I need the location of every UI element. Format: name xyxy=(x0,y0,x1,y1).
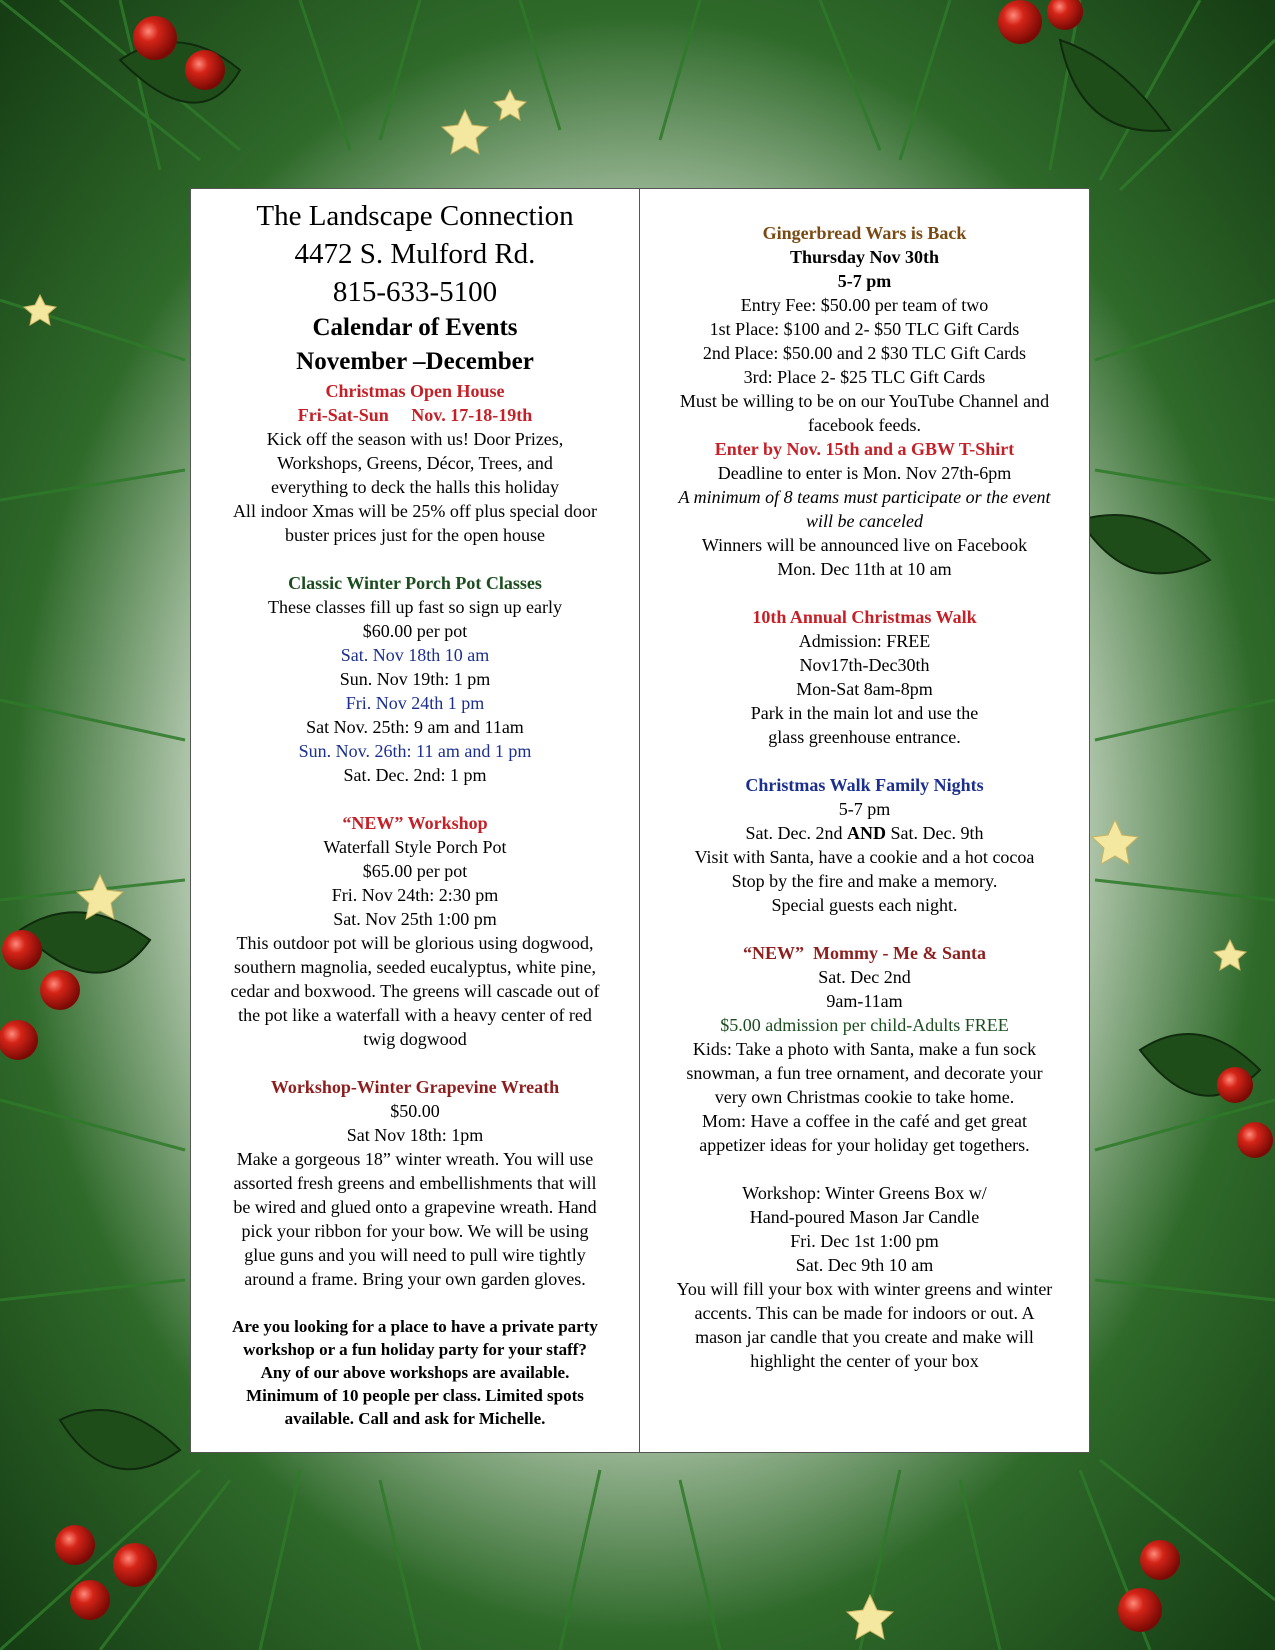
gingerbread-date: Thursday Nov 30th xyxy=(789,247,940,267)
family-nights-dates xyxy=(644,821,1085,845)
greens-box-line: mason jar candle that you create and make will xyxy=(695,1327,1034,1347)
wreath-date: Sat Nov 18th: 1pm xyxy=(346,1125,484,1145)
mommy-me-date: Sat. Dec 2nd xyxy=(818,967,911,987)
business-phone: 815-633-5100 xyxy=(332,276,498,308)
greens-box-line: Workshop: Winter Greens Box w/ xyxy=(742,1183,987,1203)
wreath-title: Workshop-Winter Grapevine Wreath xyxy=(270,1077,560,1097)
gingerbread-minimum: will be canceled xyxy=(806,511,923,531)
mommy-me-line: appetizer ideas for your holiday get togethers. xyxy=(699,1135,1030,1155)
greens-box-line: Hand-poured Mason Jar Candle xyxy=(749,1207,980,1227)
mommy-me-line: very own Christmas cookie to take home. xyxy=(714,1087,1015,1107)
greens-box-line: Fri. Dec 1st 1:00 pm xyxy=(790,1231,939,1251)
mommy-me-time: 9am-11am xyxy=(826,991,903,1011)
right-column xyxy=(640,189,1089,1452)
porch-pot-note: These classes fill up fast so sign up early xyxy=(268,597,562,617)
christmas-walk-line: Nov17th-Dec30th xyxy=(799,655,930,675)
family-nights-line: Special guests each night. xyxy=(771,895,958,915)
porch-pot-session: Sat Nov. 25th: 9 am and 11am xyxy=(306,717,524,737)
wreath-line: Make a gorgeous 18” winter wreath. You will use xyxy=(236,1149,594,1169)
greens-box-section xyxy=(644,1181,1085,1373)
christmas-walk-line: Mon-Sat 8am-8pm xyxy=(796,679,933,699)
christmas-walk-line: glass greenhouse entrance. xyxy=(768,727,961,747)
gingerbread-winners: Mon. Dec 11th at 10 am xyxy=(777,559,952,579)
mommy-me-line: Kids: Take a photo with Santa, make a fun sock xyxy=(692,1039,1037,1059)
gingerbread-section xyxy=(644,221,1085,581)
calendar-months: November –December xyxy=(296,348,534,375)
porch-pot-session: Sun. Nov. 26th: 11 am and 1 pm xyxy=(298,741,532,761)
gingerbread-enter-by: Enter by Nov. 15th and a GBW T-Shirt xyxy=(714,439,1015,459)
left-column xyxy=(191,189,640,1452)
private-party-line: Are you looking for a place to have a private party xyxy=(232,1317,598,1336)
new-workshop-line: southern magnolia, seeded eucalyptus, white pine, xyxy=(234,957,596,977)
open-house-line: Kick off the season with us! Door Prizes, xyxy=(266,429,564,449)
porch-pot-session: Sat. Nov 18th 10 am xyxy=(340,645,490,665)
christmas-walk-title: 10th Annual Christmas Walk xyxy=(752,607,977,627)
family-nights-time: 5-7 pm xyxy=(838,799,891,819)
gingerbread-line: facebook feeds. xyxy=(808,415,921,435)
family-nights-section xyxy=(644,773,1085,917)
private-party-section xyxy=(195,1315,635,1430)
porch-pot-session: Sun. Nov 19th: 1 pm xyxy=(339,669,491,689)
private-party-line: workshop or a fun holiday party for your staff? xyxy=(243,1340,587,1359)
wreath-line: pick your ribbon for your bow. We will be using xyxy=(241,1221,589,1241)
new-workshop-line: This outdoor pot will be glorious using dogwood, xyxy=(236,933,594,953)
new-workshop-line: the pot like a waterfall with a heavy center of red xyxy=(238,1005,592,1025)
new-workshop-date: Sat. Nov 25th 1:00 pm xyxy=(333,909,497,929)
new-workshop-section xyxy=(195,811,635,1051)
christmas-walk-section xyxy=(644,605,1085,749)
christmas-walk-line: Admission: FREE xyxy=(798,631,931,651)
events-flyer xyxy=(190,188,1090,1453)
gingerbread-line: Entry Fee: $50.00 per team of two xyxy=(740,295,989,315)
greens-box-line: You will fill your box with winter greens and winter xyxy=(676,1279,1053,1299)
gingerbread-deadline: Deadline to enter is Mon. Nov 27th-6pm xyxy=(717,463,1012,483)
open-house-line: Workshops, Greens, Décor, Trees, and xyxy=(277,453,553,473)
greens-box-line: highlight the center of your box xyxy=(750,1351,979,1371)
new-workshop-line: cedar and boxwood. The greens will cascade out of xyxy=(230,981,600,1001)
porch-pot-session: Sat. Dec. 2nd: 1 pm xyxy=(343,765,487,785)
gingerbread-time: 5-7 pm xyxy=(837,271,892,291)
gingerbread-title: Gingerbread Wars is Back xyxy=(762,223,967,243)
family-nights-and: AND xyxy=(847,823,886,843)
greens-box-line: Sat. Dec 9th 10 am xyxy=(795,1255,934,1275)
mommy-me-line: Mom: Have a coffee in the café and get great xyxy=(701,1111,1027,1131)
new-workshop-subtitle: Waterfall Style Porch Pot xyxy=(323,837,507,857)
new-workshop-price: $65.00 per pot xyxy=(362,861,468,881)
christmas-walk-line: Park in the main lot and use the xyxy=(750,703,979,723)
business-name: The Landscape Connection xyxy=(256,200,574,232)
calendar-title: Calendar of Events xyxy=(312,314,518,341)
gingerbread-winners: Winners will be announced live on Facebook xyxy=(701,535,1028,555)
gingerbread-line: Must be willing to be on our YouTube Channel and xyxy=(679,391,1050,411)
private-party-line: available. Call and ask for Michelle. xyxy=(284,1409,546,1428)
wreath-line: around a frame. Bring your own garden gloves. xyxy=(244,1269,586,1289)
family-nights-line: Visit with Santa, have a cookie and a hot cocoa xyxy=(694,847,1035,867)
open-house-dates: Fri-Sat-Sun Nov. 17-18-19th xyxy=(297,405,533,425)
open-house-line: everything to deck the halls this holiday xyxy=(271,477,559,497)
open-house-line: buster prices just for the open house xyxy=(285,525,545,545)
porch-pot-title: Classic Winter Porch Pot Classes xyxy=(288,573,542,593)
private-party-line: Any of our above workshops are available. xyxy=(260,1363,570,1382)
family-nights-date-1: Sat. Dec. 2nd xyxy=(745,823,847,843)
family-nights-line: Stop by the fire and make a memory. xyxy=(731,871,998,891)
new-workshop-date: Fri. Nov 24th: 2:30 pm xyxy=(331,885,499,905)
business-address: 4472 S. Mulford Rd. xyxy=(294,238,536,270)
mommy-me-title: “NEW” Mommy - Me & Santa xyxy=(743,943,986,963)
open-house-section xyxy=(195,379,635,547)
porch-pot-section xyxy=(195,571,635,787)
mommy-me-line: snowman, a fun tree ornament, and decorate your xyxy=(686,1063,1043,1083)
wreath-line: glue guns and you will need to pull wire tightly xyxy=(244,1245,586,1265)
mommy-me-section xyxy=(644,941,1085,1157)
family-nights-title: Christmas Walk Family Nights xyxy=(745,775,984,795)
wreath-line: be wired and glued onto a grapevine wreath. Hand xyxy=(233,1197,597,1217)
family-nights-date-2: Sat. Dec. 9th xyxy=(886,823,984,843)
private-party-line: Minimum of 10 people per class. Limited spots xyxy=(246,1386,584,1405)
wreath-section xyxy=(195,1075,635,1291)
wreath-line: assorted fresh greens and embellishments that will xyxy=(233,1173,597,1193)
gingerbread-line: 2nd Place: $50.00 and 2 $30 TLC Gift Cards xyxy=(702,343,1027,363)
porch-pot-session: Fri. Nov 24th 1 pm xyxy=(345,693,485,713)
greens-box-line: accents. This can be made for indoors or out. A xyxy=(694,1303,1035,1323)
open-house-line: All indoor Xmas will be 25% off plus special door xyxy=(232,501,598,521)
gingerbread-minimum: A minimum of 8 teams must participate or the event xyxy=(678,487,1051,507)
gingerbread-line: 3rd: Place 2- $25 TLC Gift Cards xyxy=(743,367,986,387)
wreath-price: $50.00 xyxy=(390,1101,440,1121)
porch-pot-price: $60.00 per pot xyxy=(362,621,468,641)
open-house-title: Christmas Open House xyxy=(325,381,505,401)
new-workshop-title: “NEW” Workshop xyxy=(342,813,488,833)
mommy-me-admission: $5.00 admission per child-Adults FREE xyxy=(720,1015,1009,1035)
new-workshop-line: twig dogwood xyxy=(363,1029,467,1049)
gingerbread-line: 1st Place: $100 and 2- $50 TLC Gift Cards xyxy=(709,319,1020,339)
